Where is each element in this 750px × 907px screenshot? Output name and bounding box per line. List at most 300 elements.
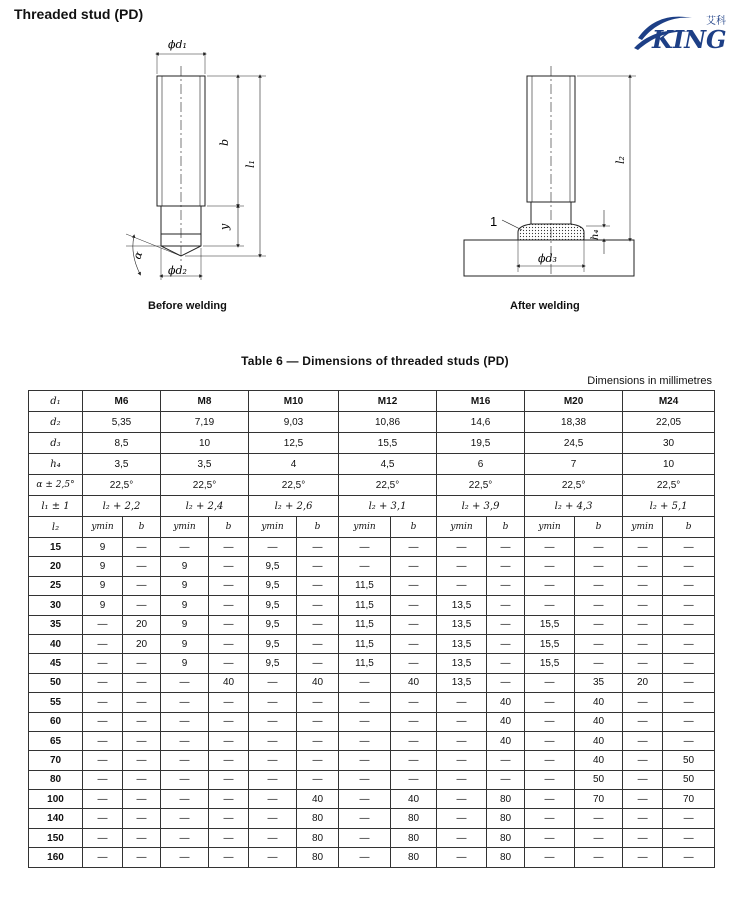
b-cell: — xyxy=(209,538,249,557)
ymin-cell: — xyxy=(249,828,297,847)
label-l1: l₁ xyxy=(244,160,257,168)
b-cell: — xyxy=(487,576,525,595)
ymin-cell: — xyxy=(437,557,487,576)
ymin-cell: 9,5 xyxy=(249,654,297,673)
ymin-cell: 15,5 xyxy=(525,615,575,634)
ymin-cell: — xyxy=(249,809,297,828)
dimensions-table xyxy=(28,390,715,868)
table-row xyxy=(29,712,715,731)
b-cell: — xyxy=(209,751,249,770)
value-cell: 10,86 xyxy=(339,412,437,433)
ymin-cell: — xyxy=(437,538,487,557)
label-d2: ϕd₂ xyxy=(168,264,187,277)
value-cell: 9,03 xyxy=(249,412,339,433)
b-cell: — xyxy=(575,809,623,828)
b-cell: — xyxy=(575,654,623,673)
table-row xyxy=(29,809,715,828)
b-cell: — xyxy=(123,809,161,828)
table-row xyxy=(29,596,715,615)
ymin-cell: — xyxy=(525,770,575,789)
table-row xyxy=(29,634,715,653)
ymin-cell: 9,5 xyxy=(249,596,297,615)
ymin-cell: — xyxy=(623,654,663,673)
ymin-cell: — xyxy=(623,712,663,731)
b-cell: — xyxy=(297,538,339,557)
ymin-cell: — xyxy=(525,712,575,731)
value-cell: 12,5 xyxy=(249,433,339,454)
ymin-cell: — xyxy=(525,576,575,595)
b-cell: 40 xyxy=(391,790,437,809)
ymin-cell: — xyxy=(161,693,209,712)
row-label: h₄ xyxy=(29,454,83,475)
b-header: b xyxy=(663,517,715,538)
ymin-header: ymin xyxy=(437,517,487,538)
label-h4: h₄ xyxy=(590,229,601,240)
ymin-cell: 9 xyxy=(161,596,209,615)
ymin-cell: 11,5 xyxy=(339,576,391,595)
b-cell: — xyxy=(123,557,161,576)
table-row xyxy=(29,790,715,809)
row-label: l₂ xyxy=(29,517,83,538)
value-cell: 22,5° xyxy=(623,475,715,496)
ymin-cell: — xyxy=(525,731,575,750)
ymin-cell: — xyxy=(623,731,663,750)
l2-value: 30 xyxy=(29,596,83,615)
b-cell: — xyxy=(663,712,715,731)
ymin-cell: — xyxy=(525,751,575,770)
ymin-header: ymin xyxy=(83,517,123,538)
value-cell: 10 xyxy=(161,433,249,454)
b-cell: 50 xyxy=(663,770,715,789)
value-cell: 22,5° xyxy=(83,475,161,496)
b-cell: — xyxy=(391,576,437,595)
value-cell: 18,38 xyxy=(525,412,623,433)
ymin-cell: 9 xyxy=(83,538,123,557)
ymin-cell: 13,5 xyxy=(437,673,487,692)
b-cell: — xyxy=(663,634,715,653)
ymin-cell: 13,5 xyxy=(437,634,487,653)
b-cell: — xyxy=(391,712,437,731)
size-cell: M8 xyxy=(161,391,249,412)
b-cell: — xyxy=(391,751,437,770)
ymin-cell: — xyxy=(623,809,663,828)
table-row xyxy=(29,673,715,692)
b-cell: 80 xyxy=(487,848,525,867)
ymin-cell: — xyxy=(339,809,391,828)
b-cell: — xyxy=(663,557,715,576)
value-cell: 7 xyxy=(525,454,623,475)
ymin-cell: — xyxy=(83,712,123,731)
b-header: b xyxy=(297,517,339,538)
ymin-cell: 9 xyxy=(83,576,123,595)
ymin-cell: — xyxy=(161,731,209,750)
l2-value: 70 xyxy=(29,751,83,770)
ymin-cell: — xyxy=(339,790,391,809)
b-cell: — xyxy=(663,615,715,634)
b-cell: 40 xyxy=(487,731,525,750)
b-cell: — xyxy=(123,576,161,595)
ymin-cell: — xyxy=(437,770,487,789)
size-cell: M6 xyxy=(83,391,161,412)
ymin-cell: — xyxy=(437,790,487,809)
l2-value: 65 xyxy=(29,731,83,750)
ymin-cell: — xyxy=(525,557,575,576)
ymin-cell: — xyxy=(525,596,575,615)
b-cell: — xyxy=(209,576,249,595)
b-cell: — xyxy=(123,596,161,615)
ymin-cell: — xyxy=(339,673,391,692)
b-cell: 20 xyxy=(123,634,161,653)
ymin-cell: — xyxy=(623,790,663,809)
b-cell: 50 xyxy=(663,751,715,770)
b-cell: 40 xyxy=(391,673,437,692)
ymin-cell: 11,5 xyxy=(339,615,391,634)
value-cell: 7,19 xyxy=(161,412,249,433)
ymin-cell: 9,5 xyxy=(249,557,297,576)
value-cell: 22,05 xyxy=(623,412,715,433)
b-cell: 80 xyxy=(297,848,339,867)
b-cell: — xyxy=(123,654,161,673)
b-cell: — xyxy=(391,634,437,653)
value-cell: l₂ + 2,2 xyxy=(83,496,161,517)
label-l2: l₂ xyxy=(614,156,627,164)
label-d1: ϕd₁ xyxy=(168,40,187,51)
size-cell: M16 xyxy=(437,391,525,412)
b-cell: — xyxy=(487,596,525,615)
value-cell: 3,5 xyxy=(83,454,161,475)
b-cell: — xyxy=(391,654,437,673)
b-cell: 50 xyxy=(575,770,623,789)
ymin-cell: — xyxy=(161,848,209,867)
value-cell: 8,5 xyxy=(83,433,161,454)
logo-text: KING xyxy=(652,25,727,52)
value-cell: 22,5° xyxy=(161,475,249,496)
b-cell: — xyxy=(391,731,437,750)
ymin-cell: 15,5 xyxy=(525,654,575,673)
ymin-cell: — xyxy=(437,848,487,867)
b-header: b xyxy=(123,517,161,538)
b-cell: 40 xyxy=(487,693,525,712)
value-cell: 22,5° xyxy=(339,475,437,496)
ymin-cell: 13,5 xyxy=(437,615,487,634)
ymin-cell: 9 xyxy=(161,654,209,673)
table-row xyxy=(29,654,715,673)
b-cell: 40 xyxy=(575,731,623,750)
row-label: d₂ xyxy=(29,412,83,433)
b-cell: — xyxy=(487,557,525,576)
b-cell: — xyxy=(123,751,161,770)
ymin-cell: — xyxy=(83,654,123,673)
ymin-cell: — xyxy=(437,809,487,828)
ymin-cell: 15,5 xyxy=(525,634,575,653)
ymin-cell: — xyxy=(623,828,663,847)
b-cell: — xyxy=(123,538,161,557)
value-cell: 22,5° xyxy=(525,475,623,496)
ymin-cell: — xyxy=(249,673,297,692)
b-cell: — xyxy=(487,538,525,557)
ymin-cell: — xyxy=(249,770,297,789)
ymin-cell: 9 xyxy=(161,634,209,653)
row-alpha xyxy=(29,475,715,496)
ymin-cell: — xyxy=(161,770,209,789)
b-cell: — xyxy=(575,615,623,634)
b-cell: — xyxy=(663,596,715,615)
ymin-cell: — xyxy=(161,673,209,692)
ymin-cell: — xyxy=(161,712,209,731)
ymin-cell: — xyxy=(339,731,391,750)
b-cell: — xyxy=(123,770,161,789)
b-cell: 40 xyxy=(297,673,339,692)
l2-value: 45 xyxy=(29,654,83,673)
table-row xyxy=(29,557,715,576)
value-cell: l₂ + 3,1 xyxy=(339,496,437,517)
after-welding-drawing xyxy=(464,66,636,276)
ymin-cell: — xyxy=(525,809,575,828)
row-label: l₁ ± 1 xyxy=(29,496,83,517)
ymin-cell: 20 xyxy=(623,673,663,692)
l2-value: 160 xyxy=(29,848,83,867)
label-1: 1 xyxy=(490,214,498,229)
b-cell: — xyxy=(575,634,623,653)
b-cell: — xyxy=(487,654,525,673)
ymin-cell: — xyxy=(623,576,663,595)
b-cell: 40 xyxy=(575,751,623,770)
b-header: b xyxy=(575,517,623,538)
b-cell: — xyxy=(123,790,161,809)
ymin-cell: — xyxy=(623,538,663,557)
table-title: Table 6 — Dimensions of threaded studs (PD) xyxy=(241,354,509,368)
b-cell: — xyxy=(209,848,249,867)
b-cell: — xyxy=(487,673,525,692)
ymin-cell: 9,5 xyxy=(249,576,297,595)
b-cell: — xyxy=(297,557,339,576)
table-row xyxy=(29,538,715,557)
b-cell: — xyxy=(391,770,437,789)
ymin-cell: 9 xyxy=(83,596,123,615)
ymin-cell: — xyxy=(339,538,391,557)
b-cell: 80 xyxy=(487,828,525,847)
caption-after-welding: After welding xyxy=(510,300,580,312)
ymin-cell: — xyxy=(623,596,663,615)
b-cell: — xyxy=(297,654,339,673)
b-cell: — xyxy=(123,693,161,712)
size-cell: M20 xyxy=(525,391,623,412)
b-cell: — xyxy=(391,557,437,576)
ymin-cell: — xyxy=(339,828,391,847)
ymin-cell: — xyxy=(623,634,663,653)
b-cell: — xyxy=(297,751,339,770)
ymin-cell: — xyxy=(161,751,209,770)
ymin-cell: — xyxy=(437,712,487,731)
table-row xyxy=(29,751,715,770)
ymin-cell: 11,5 xyxy=(339,654,391,673)
table-row xyxy=(29,731,715,750)
b-cell: — xyxy=(123,828,161,847)
b-cell: — xyxy=(663,693,715,712)
b-cell: — xyxy=(663,731,715,750)
value-cell: 22,5° xyxy=(249,475,339,496)
ymin-cell: 9 xyxy=(83,557,123,576)
b-header: b xyxy=(487,517,525,538)
ymin-cell: — xyxy=(83,693,123,712)
b-cell: — xyxy=(575,828,623,847)
b-cell: — xyxy=(487,751,525,770)
b-cell: — xyxy=(487,615,525,634)
ymin-cell: 9 xyxy=(161,557,209,576)
ymin-cell: — xyxy=(437,693,487,712)
b-cell: 40 xyxy=(487,712,525,731)
b-cell: 20 xyxy=(123,615,161,634)
ymin-cell: — xyxy=(437,576,487,595)
b-cell: — xyxy=(209,615,249,634)
ymin-cell: 9,5 xyxy=(249,634,297,653)
ymin-cell: 9,5 xyxy=(249,615,297,634)
ymin-cell: — xyxy=(437,828,487,847)
size-cell: M10 xyxy=(249,391,339,412)
l2-value: 80 xyxy=(29,770,83,789)
b-cell: 80 xyxy=(487,809,525,828)
b-cell: — xyxy=(575,576,623,595)
table-note: Dimensions in millimetres xyxy=(587,375,712,387)
b-cell: — xyxy=(487,634,525,653)
value-cell: l₂ + 5,1 xyxy=(623,496,715,517)
b-cell: — xyxy=(297,576,339,595)
ymin-cell: 9 xyxy=(161,576,209,595)
label-b: b xyxy=(218,138,231,146)
b-cell: — xyxy=(663,809,715,828)
value-cell: 24,5 xyxy=(525,433,623,454)
b-cell: 70 xyxy=(663,790,715,809)
row-subheader xyxy=(29,517,715,538)
value-cell: 5,35 xyxy=(83,412,161,433)
ymin-cell: — xyxy=(161,828,209,847)
ymin-cell: 11,5 xyxy=(339,596,391,615)
l2-value: 20 xyxy=(29,557,83,576)
b-cell: — xyxy=(297,693,339,712)
label-alpha: α xyxy=(130,249,146,262)
b-cell: 80 xyxy=(297,809,339,828)
caption-before-welding: Before welding xyxy=(148,300,227,312)
b-cell: — xyxy=(391,596,437,615)
ymin-cell: — xyxy=(83,828,123,847)
b-cell: — xyxy=(209,693,249,712)
b-cell: — xyxy=(391,538,437,557)
ymin-cell: — xyxy=(623,751,663,770)
b-cell: 80 xyxy=(391,828,437,847)
b-header: b xyxy=(209,517,249,538)
ymin-cell: — xyxy=(623,693,663,712)
ymin-cell: — xyxy=(339,770,391,789)
b-cell: — xyxy=(209,596,249,615)
ymin-cell: — xyxy=(83,848,123,867)
b-cell: — xyxy=(663,654,715,673)
l2-value: 60 xyxy=(29,712,83,731)
b-cell: 40 xyxy=(575,693,623,712)
row-d1 xyxy=(29,391,715,412)
label-y: y xyxy=(218,223,231,230)
value-cell: 15,5 xyxy=(339,433,437,454)
b-cell: 40 xyxy=(297,790,339,809)
ymin-cell: — xyxy=(249,538,297,557)
b-cell: — xyxy=(209,809,249,828)
b-cell: — xyxy=(487,770,525,789)
ymin-cell: — xyxy=(249,731,297,750)
l2-value: 15 xyxy=(29,538,83,557)
ymin-cell: — xyxy=(161,538,209,557)
value-cell: 14,6 xyxy=(437,412,525,433)
ymin-cell: — xyxy=(623,557,663,576)
ymin-cell: — xyxy=(249,790,297,809)
row-d2 xyxy=(29,412,715,433)
ymin-cell: — xyxy=(525,848,575,867)
ymin-cell: — xyxy=(623,770,663,789)
value-cell: l₂ + 2,6 xyxy=(249,496,339,517)
ymin-cell: 9 xyxy=(161,615,209,634)
b-cell: — xyxy=(123,848,161,867)
ymin-cell: — xyxy=(525,790,575,809)
ymin-cell: — xyxy=(525,828,575,847)
row-d3 xyxy=(29,433,715,454)
l2-value: 150 xyxy=(29,828,83,847)
l2-value: 55 xyxy=(29,693,83,712)
ymin-cell: — xyxy=(83,809,123,828)
value-cell: 19,5 xyxy=(437,433,525,454)
table-row xyxy=(29,693,715,712)
ymin-cell: — xyxy=(249,751,297,770)
value-cell: 6 xyxy=(437,454,525,475)
ymin-cell: — xyxy=(83,790,123,809)
b-cell: — xyxy=(297,712,339,731)
ymin-cell: — xyxy=(525,538,575,557)
ymin-cell: — xyxy=(339,693,391,712)
b-cell: — xyxy=(575,557,623,576)
table-row xyxy=(29,576,715,595)
b-cell: 40 xyxy=(209,673,249,692)
ymin-cell: — xyxy=(339,848,391,867)
ymin-cell: — xyxy=(437,751,487,770)
b-cell: — xyxy=(123,712,161,731)
value-cell: 10 xyxy=(623,454,715,475)
table-row xyxy=(29,770,715,789)
ymin-cell: — xyxy=(249,693,297,712)
ymin-cell: — xyxy=(161,790,209,809)
value-cell: l₂ + 3,9 xyxy=(437,496,525,517)
b-cell: — xyxy=(663,848,715,867)
size-cell: M24 xyxy=(623,391,715,412)
ymin-cell: — xyxy=(339,557,391,576)
row-l1 xyxy=(29,496,715,517)
b-cell: — xyxy=(123,673,161,692)
table-row xyxy=(29,848,715,867)
b-cell: — xyxy=(123,731,161,750)
b-cell: — xyxy=(297,731,339,750)
ymin-header: ymin xyxy=(161,517,209,538)
b-cell: — xyxy=(663,576,715,595)
b-cell: — xyxy=(297,634,339,653)
table-row xyxy=(29,828,715,847)
l2-value: 100 xyxy=(29,790,83,809)
b-cell: — xyxy=(209,770,249,789)
value-cell: 4 xyxy=(249,454,339,475)
ymin-cell: — xyxy=(161,809,209,828)
ymin-cell: 11,5 xyxy=(339,634,391,653)
table-row xyxy=(29,615,715,634)
label-d3: ϕd₃ xyxy=(538,252,557,265)
ymin-cell: — xyxy=(339,751,391,770)
row-label: d₃ xyxy=(29,433,83,454)
ymin-header: ymin xyxy=(525,517,575,538)
ymin-cell: — xyxy=(525,673,575,692)
